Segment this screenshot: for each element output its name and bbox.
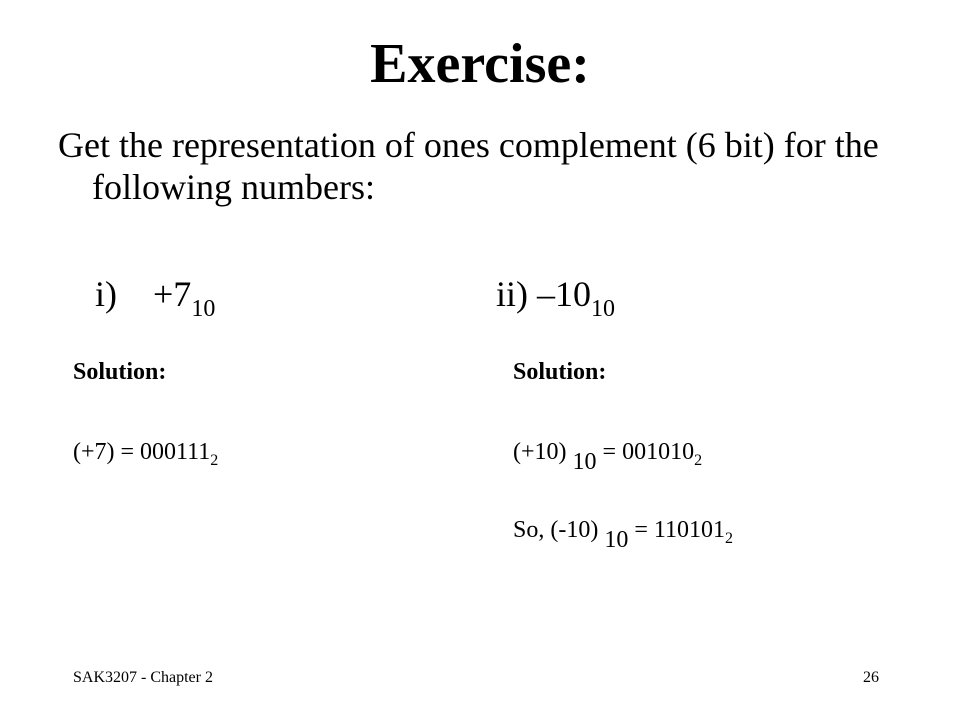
footer-course-label: SAK3207 - Chapter 2 <box>73 669 213 686</box>
solution-left-line-1 <box>73 437 218 467</box>
solution-left-expression: (+7) = 000111 <box>73 439 211 465</box>
exercise-prompt: Get the representation of ones complement (6 bit) for the following numbers: <box>58 125 879 207</box>
item-1-base: 10 <box>191 296 216 322</box>
solution-right-line-2-lhs: So, (-10) <box>513 517 599 543</box>
solution-right-line-2 <box>513 515 733 553</box>
solution-right-line-1-base-out: 2 <box>694 452 703 469</box>
item-2-number <box>496 273 615 322</box>
solution-left-heading: Solution: <box>73 359 167 385</box>
solution-right-heading: Solution: <box>513 359 607 385</box>
item-1-value: +7 <box>153 274 192 314</box>
solution-right-line-1-lhs: (+10) <box>513 439 567 465</box>
slide-title: Exercise: <box>370 33 590 95</box>
footer-page-number: 26 <box>863 669 879 686</box>
solution-right-line-1-rhs: = 001010 <box>602 439 695 465</box>
solution-right-line-1 <box>513 437 703 475</box>
solution-right-line-2-base-out: 2 <box>724 530 733 547</box>
solution-right-line-1-base-in: 10 <box>572 449 597 475</box>
solution-left-base: 2 <box>210 452 219 469</box>
solution-right-line-2-rhs: = 110101 <box>634 517 725 543</box>
item-2-label: ii) –10 <box>496 274 591 314</box>
item-1-label: i) <box>95 274 117 314</box>
solution-right-line-2-base-in: 10 <box>604 527 629 553</box>
item-1-number <box>153 273 216 322</box>
item-2-base: 10 <box>591 296 615 322</box>
